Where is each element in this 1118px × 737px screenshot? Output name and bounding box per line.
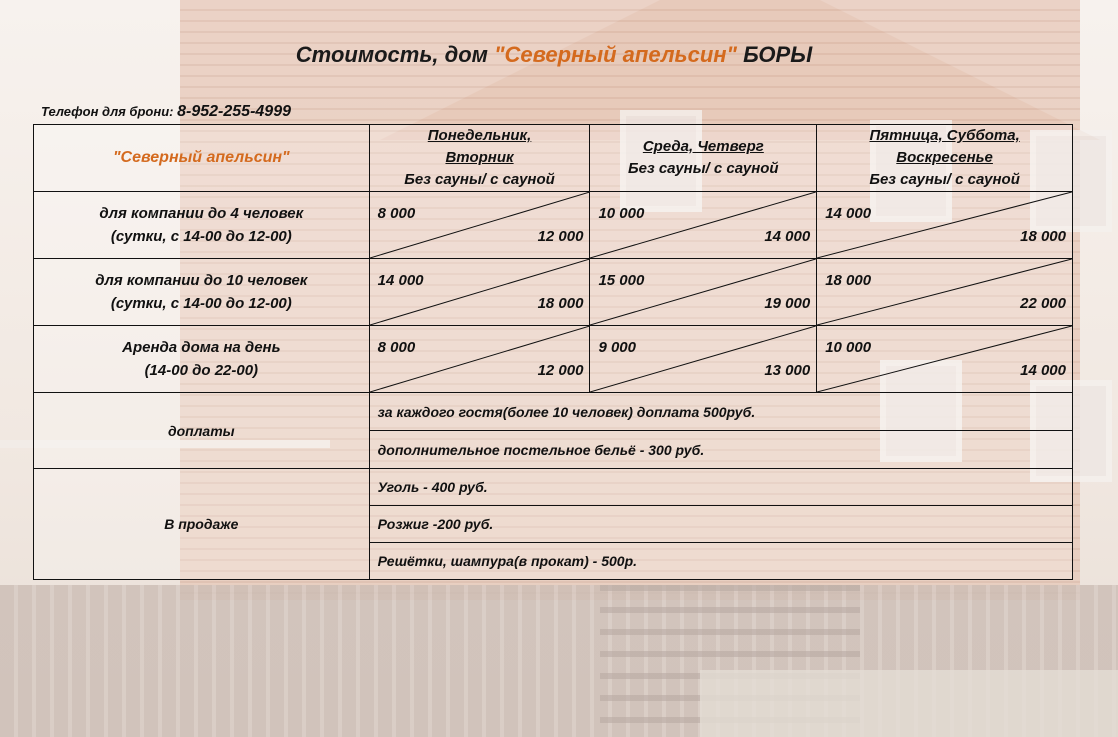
table-header-row [34,125,1073,192]
row-label [34,326,370,393]
diagonal-divider [817,326,1072,392]
sale-item: Розжиг -200 руб. [369,506,1072,543]
price-table [33,124,1073,580]
price-with-sauna: 19 000 [764,295,811,312]
row-label [34,192,370,259]
table-corner-house-name: "Северный апельсин" [34,125,370,192]
header-mon-tue [369,125,590,192]
page-title [0,42,1108,68]
table-row [34,192,1073,259]
row-label-line: (сутки, с 14-00 до 12-00) [110,295,292,312]
booking-phone [41,103,291,121]
price-no-sauna: 14 000 [825,205,872,222]
price-cell [817,192,1073,259]
price-with-sauna: 12 000 [537,228,584,245]
price-no-sauna: 15 000 [598,272,645,289]
diagonal-divider [817,192,1072,258]
price-cell [817,259,1073,326]
diagonal-divider [370,259,590,325]
day-label: Вторник [445,149,514,166]
row-label-line: Аренда дома на день [122,339,281,356]
price-cell [369,259,590,326]
extras-item: дополнительное постельное бельё - 300 руб. [369,431,1072,469]
price-with-sauna: 18 000 [1020,228,1066,245]
title-prefix: Стоимость, дом [295,42,488,67]
price-no-sauna: 8 000 [377,205,416,222]
diagonal-divider [817,259,1072,325]
diagonal-divider [370,326,590,392]
price-no-sauna: 14 000 [377,272,424,289]
day-label: Воскресенье [896,149,993,166]
diagonal-divider [590,259,816,325]
price-cell [369,326,590,393]
title-house-name: "Северный апельсин" [494,42,737,67]
price-no-sauna: 10 000 [598,205,645,222]
price-cell [590,259,817,326]
sauna-sublabel: Без сауны/ с сауной [404,171,555,188]
phone-label: Телефон для брони: [41,104,174,119]
sauna-sublabel: Без сауны/ с сауной [869,171,1020,188]
price-no-sauna: 9 000 [598,339,636,356]
day-label: Среда, Четверг [642,138,764,155]
header-wed-thu [590,125,817,192]
header-fri-sun [817,125,1073,192]
extras-row [34,393,1073,431]
price-with-sauna: 14 000 [1020,362,1066,379]
sale-item: Уголь - 400 руб. [369,469,1072,506]
phone-number[interactable]: 8-952-255-4999 [177,103,291,120]
diagonal-divider [590,326,816,392]
day-label: Понедельник, [427,127,532,144]
price-with-sauna: 13 000 [764,362,811,379]
row-label-line: для компании до 4 человек [99,205,304,222]
price-with-sauna: 12 000 [537,362,584,379]
extras-item: за каждого гостя(более 10 человек) доплата 500руб. [369,393,1072,431]
row-label-line: (сутки, с 14-00 до 12-00) [110,228,292,245]
sale-label: В продаже [34,469,370,580]
diagonal-divider [370,192,590,258]
price-no-sauna: 10 000 [825,339,872,356]
extras-label: доплаты [34,393,370,469]
sale-item: Решётки, шампура(в прокат) - 500р. [369,543,1072,580]
price-cell [369,192,590,259]
price-cell [590,326,817,393]
table-row [34,326,1073,393]
row-label [34,259,370,326]
diagonal-divider [590,192,816,258]
sauna-sublabel: Без сауны/ с сауной [628,160,779,177]
price-with-sauna: 14 000 [764,228,811,245]
row-label-line: для компании до 10 человек [95,272,308,289]
table-row [34,259,1073,326]
day-label: Пятница, Суббота, [869,127,1020,144]
ground [700,670,1118,737]
price-no-sauna: 18 000 [825,272,872,289]
price-no-sauna: 8 000 [377,339,416,356]
price-with-sauna: 22 000 [1020,295,1066,312]
row-label-line: (14-00 до 22-00) [144,362,259,379]
price-cell [817,326,1073,393]
price-with-sauna: 18 000 [537,295,584,312]
title-suffix: БОРЫ [743,42,813,67]
sale-row [34,469,1073,506]
price-cell [590,192,817,259]
